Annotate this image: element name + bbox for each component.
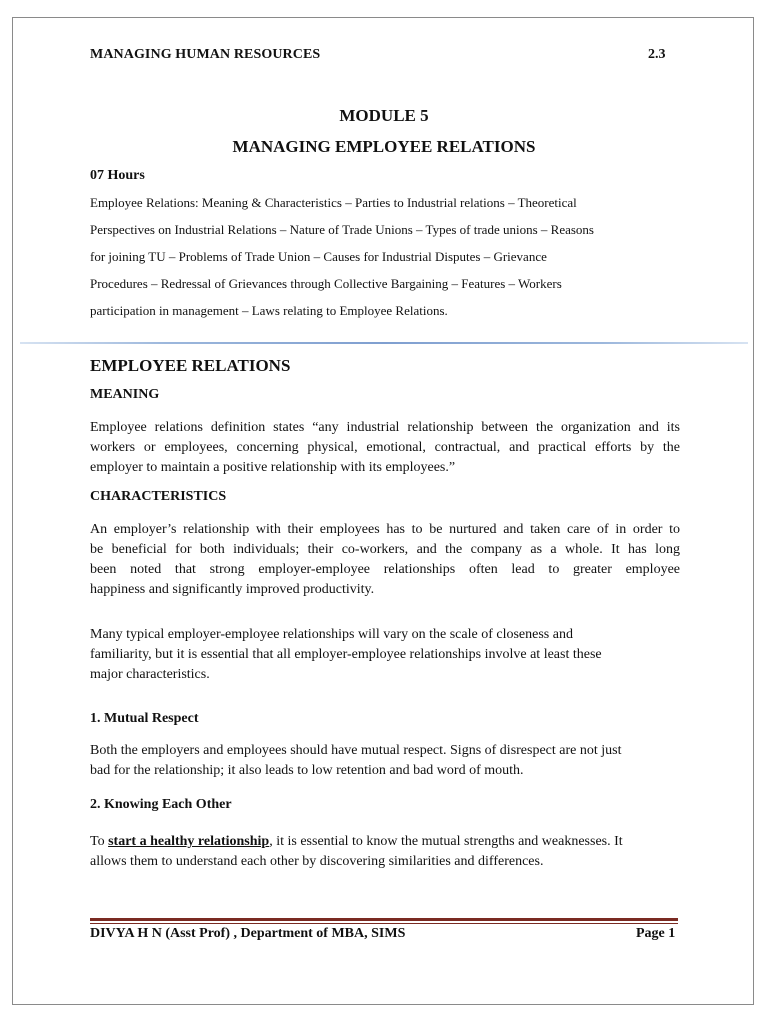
paragraph-line: been noted that strong employer-employee relationships often lead to greater employee — [90, 562, 680, 577]
running-header-page-ref: 2.3 — [648, 47, 666, 62]
paragraph-line: workers or employees, concerning physical, emotional, contractual, and practical efforts by the — [90, 440, 680, 455]
point-1-paragraph — [90, 741, 680, 781]
module-title: MODULE 5 — [339, 106, 429, 125]
characteristics-paragraph-2 — [90, 625, 680, 685]
footer-rule — [90, 918, 678, 921]
module-subtitle: MANAGING EMPLOYEE RELATIONS — [232, 137, 536, 156]
syllabus-line: participation in management – Laws relating to Employee Relations. — [90, 303, 448, 318]
paragraph-line: An employer’s relationship with their employees has to be nurtured and taken care of in order to — [90, 522, 680, 537]
paragraph-line: Employee relations definition states “any industrial relationship between the organization and its — [90, 420, 680, 435]
paragraph-line: Many typical employer-employee relationships will vary on the scale of closeness and — [90, 627, 573, 642]
paragraph-line — [90, 832, 680, 852]
syllabus-line: Perspectives on Industrial Relations – Nature of Trade Unions – Types of trade unions – Reasons — [90, 222, 594, 237]
paragraph-line: Both the employers and employees should have mutual respect. Signs of disrespect are not just — [90, 743, 622, 758]
syllabus-text — [90, 189, 650, 324]
section-heading: EMPLOYEE RELATIONS — [90, 356, 291, 375]
paragraph-line: major characteristics. — [90, 667, 210, 682]
point-2-heading: 2. Knowing Each Other — [90, 797, 232, 812]
paragraph-line: be beneficial for both individuals; their co-workers, and the company as a whole. It has long — [90, 542, 680, 557]
paragraph-line: happiness and significantly improved productivity. — [90, 582, 375, 597]
meaning-paragraph — [90, 418, 680, 478]
syllabus-line: for joining TU – Problems of Trade Union – Causes for Industrial Disputes – Grievance — [90, 249, 547, 264]
paragraph-line: bad for the relationship; it also leads to low retention and bad word of mouth. — [90, 763, 524, 778]
paragraph-text: To — [90, 834, 109, 849]
paragraph-line: familiarity, but it is essential that all employer-employee relationships involve at least these — [90, 647, 602, 662]
paragraph-line: employer to maintain a positive relationship with its employees.” — [90, 460, 456, 475]
section-divider — [20, 342, 748, 344]
footer-rule-thin — [90, 923, 678, 924]
characteristics-heading: CHARACTERISTICS — [90, 489, 227, 504]
meaning-heading: MEANING — [90, 387, 160, 402]
footer-author: DIVYA H N (Asst Prof) , Department of MBA, SIMS — [90, 926, 406, 941]
paragraph-line: allows them to understand each other by discovering similarities and differences. — [90, 854, 544, 869]
paragraph-text: , it is essential to know the mutual strengths and weaknesses. It — [269, 834, 623, 849]
footer-page-number: Page 1 — [636, 926, 676, 941]
point-1-heading: 1. Mutual Respect — [90, 711, 199, 726]
point-2-paragraph — [90, 832, 680, 872]
syllabus-line: Procedures – Redressal of Grievances through Collective Bargaining – Features – Workers — [90, 276, 562, 291]
healthy-relationship-link[interactable]: start a healthy relationship — [108, 834, 270, 849]
running-header-title: MANAGING HUMAN RESOURCES — [90, 47, 321, 62]
module-hours: 07 Hours — [90, 168, 145, 183]
syllabus-line: Employee Relations: Meaning & Characteristics – Parties to Industrial relations – Theoretical — [90, 195, 577, 210]
characteristics-paragraph-1 — [90, 520, 680, 600]
